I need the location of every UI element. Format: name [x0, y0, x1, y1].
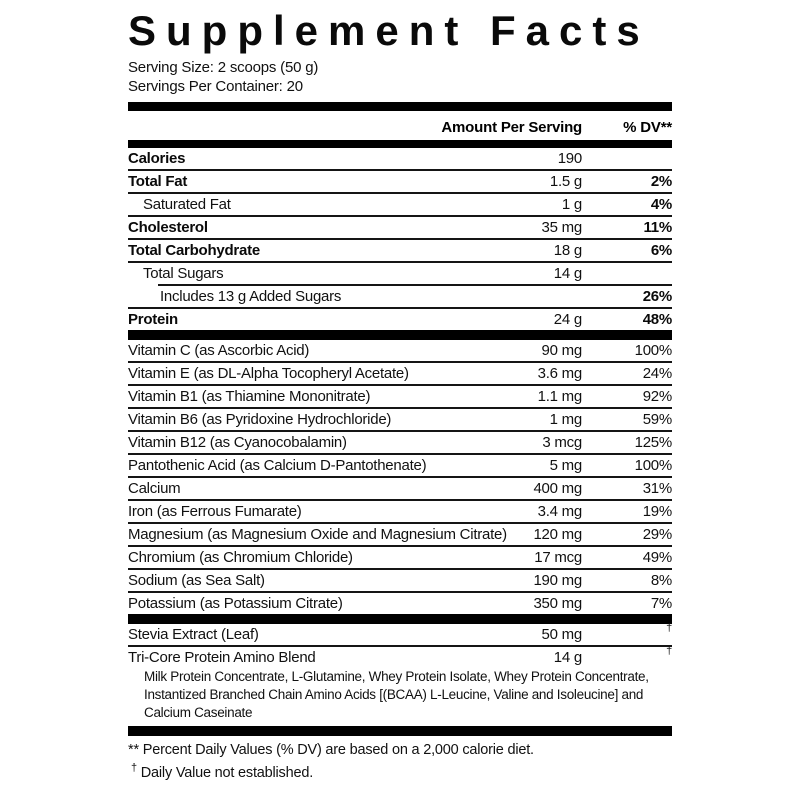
section-bar: [128, 140, 672, 148]
nutrient-row: [128, 286, 672, 307]
nutrient-row: [128, 340, 672, 361]
nutrient-row: [128, 547, 672, 568]
nutrient-row: [128, 647, 672, 668]
nutrient-amount: 50 mg: [541, 626, 582, 643]
nutrient-dv: [582, 645, 672, 666]
nutrient-dv: 6%: [650, 242, 672, 259]
nutrient-amount: 17 mcg: [534, 549, 582, 566]
section-bar: [128, 102, 672, 111]
nutrient-row: [128, 171, 672, 192]
sub-ingredients-line: Instantized Branched Chain Amino Acids [(BCAA) L-Leucine, Valine and Isoleucine] and: [144, 687, 644, 702]
nutrient-amount: 400 mg: [533, 480, 582, 497]
nutrient-name: Vitamin E (as DL-Alpha Tocopheryl Acetate): [128, 365, 409, 382]
nutrient-name: Sodium (as Sea Salt): [128, 572, 265, 589]
nutrient-name: Total Fat: [128, 173, 188, 190]
dagger-footnote: [128, 759, 672, 782]
nutrient-dv: 19%: [642, 503, 672, 520]
nutrient-dv: 48%: [642, 311, 672, 328]
nutrient-name: Total Carbohydrate: [128, 242, 260, 259]
nutrient-amount: 1 g: [561, 196, 582, 213]
nutrient-name: Pantothenic Acid (as Calcium D-Pantothenate): [128, 457, 427, 474]
nutrient-dv: 100%: [634, 457, 672, 474]
nutrient-amount: 190: [557, 150, 582, 167]
nutrient-amount: 190 mg: [533, 572, 582, 589]
vitamins-minerals-section: [128, 340, 672, 614]
column-header-row: [128, 111, 672, 140]
nutrient-dv: 125%: [634, 434, 672, 451]
nutrient-row: [128, 409, 672, 430]
nutrient-name: Stevia Extract (Leaf): [128, 626, 259, 643]
nutrient-row: [128, 593, 672, 614]
nutrient-name: Tri-Core Protein Amino Blend: [128, 649, 316, 666]
nutrient-name: Chromium (as Chromium Chloride): [128, 549, 353, 566]
nutrient-name: Cholesterol: [128, 219, 208, 236]
nutrient-name: Vitamin B1 (as Thiamine Mononitrate): [128, 388, 371, 405]
nutrient-dv: 31%: [642, 480, 672, 497]
nutrient-amount: 1.5 g: [549, 173, 582, 190]
nutrient-row: [128, 386, 672, 407]
nutrient-name: Potassium (as Potassium Citrate): [128, 595, 343, 612]
nutrient-dv: 7%: [650, 595, 672, 612]
nutrient-row: [128, 217, 672, 238]
nutrient-amount: 14 g: [553, 649, 582, 666]
nutrient-name: Total Sugars: [143, 265, 224, 282]
nutrient-amount: 18 g: [553, 242, 582, 259]
nutrient-row: [128, 432, 672, 453]
nutrient-name: Protein: [128, 311, 178, 328]
nutrient-row: [128, 263, 672, 284]
nutrient-row: [128, 455, 672, 476]
servings-per-container: Servings Per Container: 20: [128, 77, 303, 95]
nutrient-dv: 26%: [642, 288, 672, 305]
sub-ingredients: [128, 668, 672, 726]
nutrient-dv: 2%: [650, 173, 672, 190]
nutrient-row: [128, 570, 672, 591]
nutrient-row: [128, 524, 672, 545]
nutrient-row: [128, 194, 672, 215]
nutrient-row: [128, 501, 672, 522]
sub-ingredients-line: Milk Protein Concentrate, L-Glutamine, Whey Protein Isolate, Whey Protein Concentrate,: [144, 669, 649, 684]
nutrient-name: Saturated Fat: [143, 196, 231, 213]
dagger-symbol: †: [666, 622, 672, 634]
nutrient-name: Iron (as Ferrous Fumarate): [128, 503, 302, 520]
nutrient-row: [128, 148, 672, 169]
nutrient-amount: 1.1 mg: [537, 388, 582, 405]
nutrient-row: [128, 478, 672, 499]
nutrient-amount: 14 g: [553, 265, 582, 282]
nutrient-amount: 90 mg: [541, 342, 582, 359]
amount-column-header: Amount Per Serving: [441, 119, 582, 136]
nutrient-dv: 29%: [642, 526, 672, 543]
dagger-footnote-marker: †: [131, 762, 137, 774]
nutrient-name: Calcium: [128, 480, 181, 497]
label-title: Supplement Facts: [128, 7, 650, 54]
nutrient-amount: 24 g: [553, 311, 582, 328]
nutrient-amount: 1 mg: [549, 411, 582, 428]
nutrient-dv: 92%: [642, 388, 672, 405]
section-bar: [128, 330, 672, 340]
dv-footnote-text: Percent Daily Values (% DV) are based on a 2,000 calorie diet.: [142, 742, 534, 758]
serving-size: Serving Size: 2 scoops (50 g): [128, 59, 319, 76]
nutrient-dv: 4%: [650, 196, 672, 213]
nutrient-name: Calories: [128, 150, 186, 167]
supplement-facts-label: [128, 8, 672, 782]
nutrient-dv: 8%: [650, 572, 672, 589]
nutrient-amount: 3.4 mg: [537, 503, 582, 520]
macronutrients-section: [128, 148, 672, 330]
nutrient-dv: 49%: [642, 549, 672, 566]
nutrient-name: Includes 13 g Added Sugars: [160, 288, 342, 305]
nutrient-dv: 11%: [643, 219, 672, 236]
other-ingredients-section: [128, 624, 672, 726]
nutrient-amount: 120 mg: [533, 526, 582, 543]
nutrient-dv: 59%: [642, 411, 672, 428]
nutrient-name: Vitamin C (as Ascorbic Acid): [128, 342, 310, 359]
nutrient-name: Vitamin B12 (as Cyanocobalamin): [128, 434, 347, 451]
nutrient-row: [128, 363, 672, 384]
nutrient-dv: 100%: [634, 342, 672, 359]
nutrient-row: [128, 309, 672, 330]
nutrient-amount: 350 mg: [533, 595, 582, 612]
dv-footnote: [128, 741, 672, 759]
nutrient-amount: 5 mg: [549, 457, 582, 474]
nutrient-amount: 35 mg: [541, 219, 582, 236]
nutrient-amount: 3.6 mg: [537, 365, 582, 382]
sub-ingredients-line: Calcium Caseinate: [144, 705, 253, 720]
nutrient-row: [128, 624, 672, 645]
section-bar: [128, 726, 672, 736]
dv-footnote-marker: **: [128, 742, 139, 758]
nutrient-amount: 3 mcg: [542, 434, 582, 451]
nutrient-dv: [582, 622, 672, 643]
nutrient-dv: 24%: [642, 365, 672, 382]
section-bar: [128, 614, 672, 624]
footnotes: [128, 741, 672, 782]
dagger-symbol: †: [666, 645, 672, 657]
nutrient-row: [128, 240, 672, 261]
dv-column-header: % DV**: [623, 119, 672, 136]
nutrient-name: Vitamin B6 (as Pyridoxine Hydrochloride): [128, 411, 392, 428]
nutrient-name: Magnesium (as Magnesium Oxide and Magnesium Citrate): [128, 526, 507, 543]
dagger-footnote-text: Daily Value not established.: [140, 764, 314, 781]
